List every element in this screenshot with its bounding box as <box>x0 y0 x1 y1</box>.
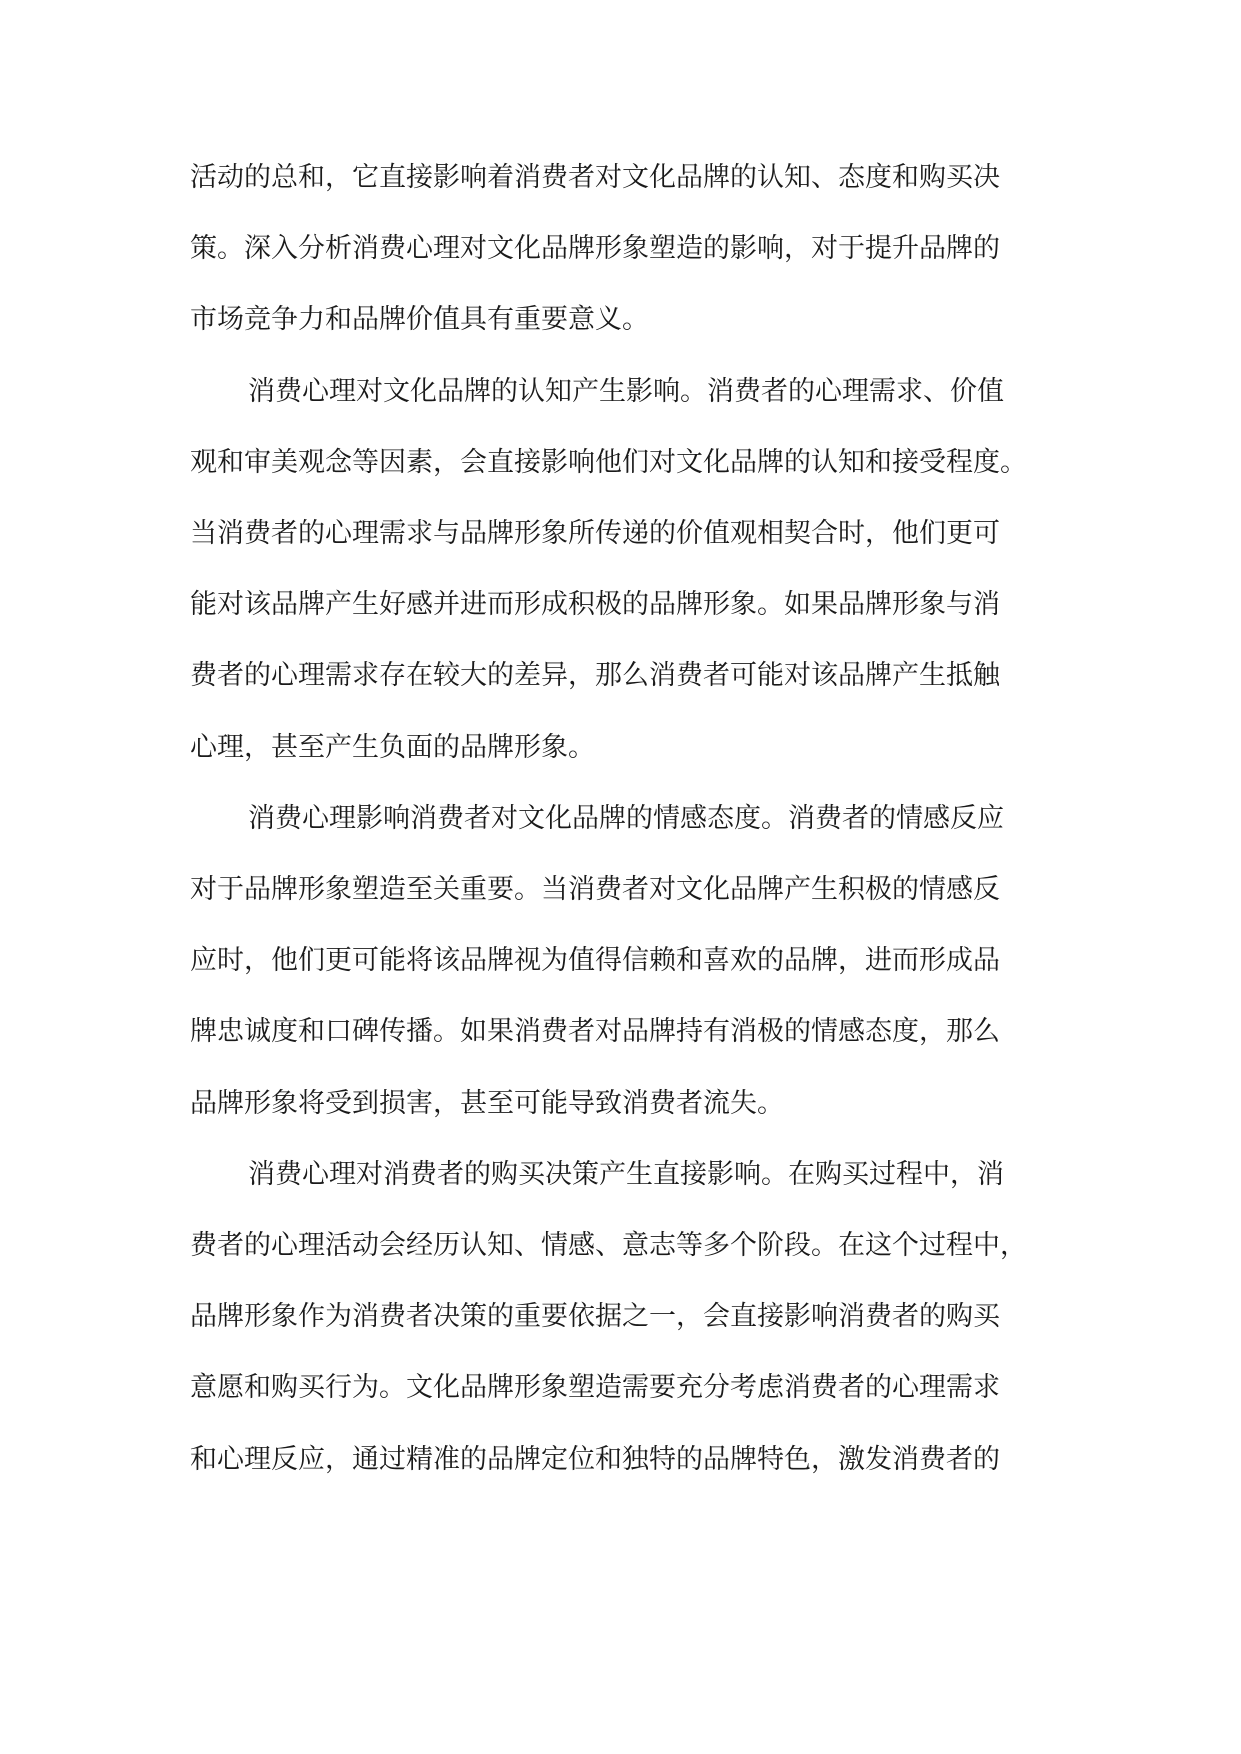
paragraph-cognition: 消费心理对文化品牌的认知产生影响。消费者的心理需求、价值 观和审美观念等因素，会直接影响他们对文化品牌的认知和接受程度。 当消费者的心理需求与品牌形象所传递的价值观相契合时，他们更可 能对该品牌产生好感并进而形成积极的品牌形象。如果品牌形象与消 费者的心理需求存在较大的差异，那么消费者可能对该品牌产生抵触 心理，甚至产生负面的品牌形象。 <box>190 375 1027 763</box>
body-text <box>190 142 1051 1495</box>
paragraph-continuation: 活动的总和，它直接影响着消费者对文化品牌的认知、态度和购买决 策。深入分析消费心理对文化品牌形象塑造的影响，对于提升品牌的 市场竞争力和品牌价值具有重要意义。 <box>190 162 1000 336</box>
paragraph-emotion: 消费心理影响消费者对文化品牌的情感态度。消费者的情感反应 对于品牌形象塑造至关重要。当消费者对文化品牌产生积极的情感反 应时，他们更可能将该品牌视为值得信赖和喜欢的品牌，进而形成品 牌忠诚度和口碑传播。如果消费者对品牌持有消极的情感态度，那么 品牌形象将受到损害，甚至可能导致消费者流失。 <box>190 802 1004 1119</box>
paragraph-purchase-decision: 消费心理对消费者的购买决策产生直接影响。在购买过程中，消 费者的心理活动会经历认知、情感、意志等多个阶段。在这个过程中， 品牌形象作为消费者决策的重要依据之一，会直接影响消费者的购买 意愿和购买行为。文化品牌形象塑造需要充分考虑消费者的心理需求 和心理反应，通过精准的品牌定位和独特的品牌特色，激发消费者的 <box>190 1158 1027 1475</box>
